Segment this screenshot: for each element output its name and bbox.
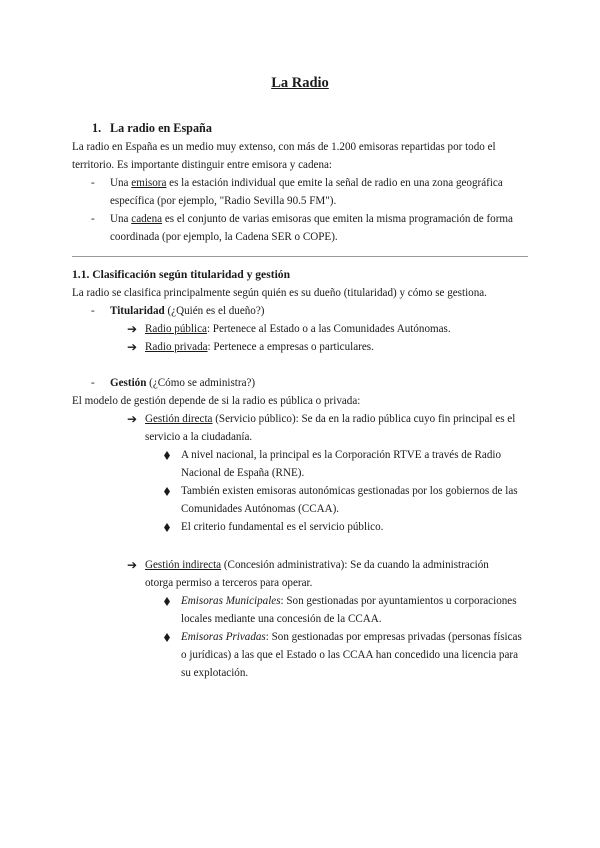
- radio-publica-text: : Pertenece al Estado o a las Comunidades Autónomas.: [206, 323, 451, 335]
- directa-point-2: También existen emisoras autonómicas gestionadas por los gobiernos de las: [181, 485, 518, 497]
- bullet-emisora: [110, 174, 503, 192]
- arrow-icon: ➔: [127, 322, 138, 336]
- indirecta-point-1-text: : Son gestionadas por ayuntamientos u corporaciones: [280, 595, 517, 607]
- bullet-dash: -: [91, 305, 95, 317]
- term-radio-publica: Radio pública: [145, 323, 207, 335]
- titularidad-question: (¿Quién es el dueño?): [164, 305, 265, 317]
- radio-privada-item: [145, 338, 374, 356]
- gestion-indirecta-item: [145, 556, 489, 574]
- indirecta-point-2-text: : Son gestionadas por empresas privadas (personas físicas: [265, 631, 522, 643]
- arrow-icon: ➔: [127, 558, 138, 572]
- term-radio-privada: Radio privada: [145, 341, 208, 353]
- section-1-intro-line-2: territorio. Es importante distinguir entre emisora y cadena:: [72, 159, 333, 171]
- indirecta-point-2-line-2: o jurídicas) a las que el Estado o las CCAA han concedido una licencia para: [181, 649, 519, 661]
- bullet-post: es la estación individual que emite la señal de radio en una zona geográfica: [166, 177, 503, 189]
- gestion-directa-item: [145, 410, 515, 428]
- diamond-bullet-icon: [164, 633, 170, 642]
- section-1-1-heading: 1.1. Clasificación según titularidad y gestión: [72, 268, 291, 281]
- horizontal-divider: [72, 256, 528, 257]
- bullet-cadena: [110, 210, 513, 228]
- titularidad-label: Titularidad: [110, 305, 165, 317]
- gestion-intro: El modelo de gestión depende de si la radio es pública o privada:: [72, 395, 361, 407]
- bullet-post: es el conjunto de varias emisoras que emiten la misma programación de forma: [162, 213, 513, 225]
- indirecta-point-1: [181, 592, 517, 610]
- gestion-question: (¿Cómo se administra?): [146, 377, 256, 389]
- arrow-icon: ➔: [127, 340, 138, 354]
- radio-privada-text: : Pertenece a empresas o particulares.: [207, 341, 374, 353]
- directa-point-1: A nivel nacional, la principal es la Corporación RTVE a través de Radio: [181, 449, 502, 461]
- term-emisora: emisora: [131, 177, 167, 189]
- gestion-indirecta-text: (Concesión administrativa): Se da cuando la administración: [221, 559, 489, 571]
- term-emisoras-municipales: Emisoras Municipales: [181, 595, 281, 607]
- section-1-intro-line-1: La radio en España es un medio muy extenso, con más de 1.200 emisoras repartidas por todo el: [72, 141, 496, 153]
- section-1-1-intro: La radio se clasifica principalmente según quién es su dueño (titularidad) y cómo se gestiona.: [72, 287, 487, 299]
- diamond-bullet-icon: [164, 487, 170, 496]
- term-cadena: cadena: [131, 213, 163, 225]
- directa-point-3: El criterio fundamental es el servicio público.: [181, 521, 384, 533]
- titularidad-item: [110, 302, 264, 320]
- indirecta-point-2: [181, 628, 522, 646]
- bullet-cadena-line-2: coordinada (por ejemplo, la Cadena SER o COPE).: [110, 231, 338, 243]
- gestion-directa-text: (Servicio público): Se da en la radio pública cuyo fin principal es el: [212, 413, 516, 425]
- diamond-bullet-icon: [164, 451, 170, 460]
- bullet-pre: Una: [110, 213, 132, 225]
- term-emisoras-privadas: Emisoras Privadas: [181, 631, 266, 643]
- bullet-dash: -: [91, 177, 95, 189]
- bullet-dash: -: [91, 213, 95, 225]
- bullet-emisora-line-2: específica (por ejemplo, "Radio Sevilla 90.5 FM").: [110, 195, 337, 207]
- radio-publica-item: [145, 320, 451, 338]
- bullet-pre: Una: [110, 177, 132, 189]
- diamond-bullet-icon: [164, 597, 170, 606]
- directa-point-2-line-2: Comunidades Autónomas (CCAA).: [181, 503, 340, 515]
- indirecta-point-2-line-3: su explotación.: [181, 667, 249, 679]
- section-1-heading: La radio en España: [110, 121, 212, 135]
- gestion-directa-line-2: servicio a la ciudadanía.: [145, 431, 253, 443]
- gestion-label: Gestión: [110, 377, 147, 389]
- indirecta-point-1-line-2: locales mediante una concesión de la CCAA.: [181, 613, 382, 625]
- page-title: La Radio: [271, 75, 329, 91]
- gestion-indirecta-line-2: otorga permiso a terceros para operar.: [145, 577, 313, 589]
- directa-point-1-line-2: Nacional de España (RNE).: [181, 467, 305, 479]
- gestion-item: [110, 374, 255, 392]
- term-gestion-indirecta: Gestión indirecta: [145, 559, 222, 571]
- section-1-number: 1.: [92, 121, 102, 135]
- arrow-icon: ➔: [127, 412, 138, 426]
- term-gestion-directa: Gestión directa: [145, 413, 213, 425]
- bullet-dash: -: [91, 377, 95, 389]
- diamond-bullet-icon: [164, 523, 170, 532]
